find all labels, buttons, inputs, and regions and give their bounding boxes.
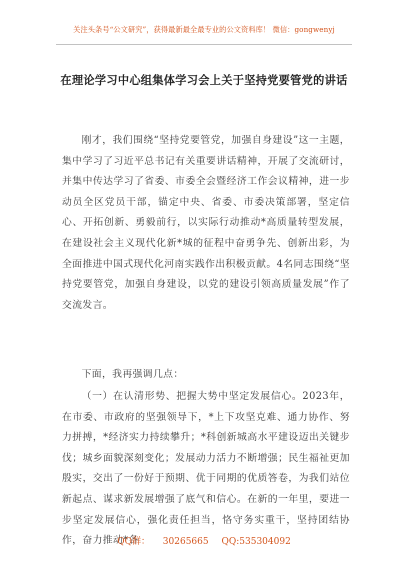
footer-contact: QQ群： 30265665 QQ:535304092	[117, 537, 291, 547]
paragraph-point-one: （一）在认清形势、把握大势中坚定发展信心。2023年，在市委、市政府的坚强领导下，*上下攻坚克难、通力协作、努力拼搏，*经济实力持续攀升；*科创新城高水平建设迈出关键步伐；城乡面貌深刻变化；发展动力活力不断增强；民生福祉更加殷实，交出了一份好于预期、优于同期的优质答卷，为我们站位新起点、谋求新发展增强了底气和信心。在新的一年里，要进一步坚定发展信心，强化责任担当，恪守务实重干，坚持团结协作，奋力推动*各	[62, 391, 350, 547]
paragraph-intro: 刚才，我们围绕“坚持党要管党，加强自身建设”这一主题，集中学习了习近平总书记有关重要讲话精神，开展了交流研讨，并集中传达学习了省委、市委全会暨经济工作会议精神，进一步动员全区党员干部，锚定中央、省委、市委决策部署，坚定信心、开拓创新、勇毅前行，以实际行动推动*高质量转型发展，在建设社会主义现代化新*城的征程中奋勇争先、创新出彩，为全面推进中国式现代化河南实践作出积极贡献。4名同志围绕“坚持党要管党，加强自身建设，以党的建设引领高质量发展”作了交流发言。	[62, 135, 350, 311]
header-divider	[56, 44, 352, 45]
header-promo-note: 关注头条号“公文研究”，获得最新最全最专业的公文资料库！ 微信：gongwenyj	[73, 25, 335, 34]
document-title: 在理论学习中心组集体学习会上关于坚持党要管党的讲话	[60, 73, 348, 87]
paragraph-transition: 下面，我再强调几点：	[81, 369, 184, 380]
